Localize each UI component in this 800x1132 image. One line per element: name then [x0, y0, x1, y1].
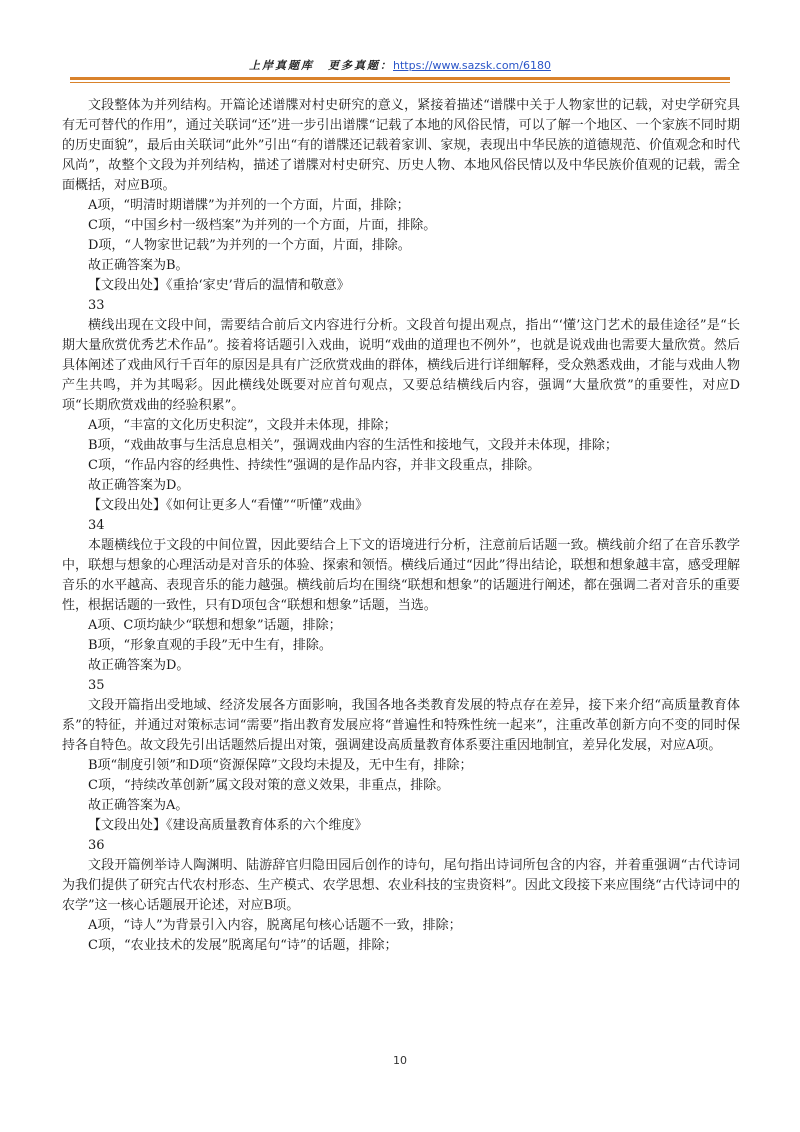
paragraph: A项，“诗人”为背景引入内容，脱离尾句核心话题不一致，排除； — [88, 918, 462, 933]
paragraph: 本题横线位于文段的中间位置，因此要结合上下文的语境进行分析，注意前后话题一致。横线前介绍了在音乐教学中，联想与想象的心理活动是对音乐的体验、探索和领悟。横线后通过“因此”得出结论，联想和想象越丰富，感受理解音乐的水平越高、表现音乐的能力越强。横线前后均在围绕“联想和想象”的话题进行阐述，都在强调二者对音乐的重要性，根据话题的一致性，只有D项包含“联想和想象”话题，当选。 — [62, 538, 740, 613]
paragraph: 横线出现在文段中间，需要结合前后文内容进行分析。文段首句提出观点，指出“‘懂’这门艺术的最佳途径”是“长期大量欣赏优秀艺术作品”。接着将话题引入戏曲，说明“戏曲的道理也不例外”，也就是说戏曲也需要大量欣赏。然后具体阐述了戏曲风行千百年的原因是具有广泛欣赏戏曲的群体，横线后进行详细解释，受众熟悉戏曲，才能与戏曲人物产生共鸣，并为其喝彩。因此横线处既要对应首句观点，又要总结横线后内容，强调“大量欣赏”的重要性，对应D项“长期欣赏戏曲的经验积累”。 — [62, 318, 740, 413]
answer-line: 故正确答案为B。 — [88, 258, 189, 273]
paragraph: C项，“农业技术的发展”脱离尾句“诗”的话题，排除； — [88, 938, 398, 953]
header-more-label: 更多真题： — [328, 59, 394, 72]
paragraph: 文段整体为并列结构。开篇论述谱牒对村史研究的意义，紧接着描述“谱牒中关于人物家世的记载，对史学研究具有无可替代的作用”，通过关联词“还”进一步引出谱牒“记载了本地的风俗民情，可以了解一个地区、一个家族不同时期的历史面貌”，最后由关联词“此外”引出“有的谱牒还记载着家训、家规，表现出中华民族的道德规范、价值观念和时代风尚”，故整个文段为并列结构，描述了谱牒对村史研究、历史人物、本地风俗民情以及中华民族价值观的记载，需全面概括，对应B项。 — [62, 98, 740, 193]
source-line: 【文段出处】《如何让更多人“看懂”“听懂”戏曲》 — [88, 498, 369, 513]
paragraph: C项，“中国乡村一级档案”为并列的一个方面，片面，排除。 — [88, 218, 437, 233]
header-url-link[interactable]: https://www.sazsk.com/6180 — [393, 59, 551, 72]
document-body — [62, 96, 740, 956]
paragraph: B项“制度引领”和D项“资源保障”文段均未提及，无中生有，排除； — [88, 758, 473, 773]
source-line: 【文段出处】《建设高质量教育体系的六个维度》 — [88, 818, 368, 833]
answer-line: 故正确答案为D。 — [88, 658, 190, 673]
question-number: 35 — [88, 678, 105, 693]
question-number: 36 — [88, 838, 105, 853]
header-rule-thick — [70, 77, 730, 80]
page-number: 10 — [393, 1054, 407, 1067]
paragraph: 文段开篇例举诗人陶渊明、陆游辞官归隐田园后创作的诗句，尾句指出诗词所包含的内容，并着重强调“古代诗词为我们提供了研究古代农村形态、生产模式、农学思想、农业科技的宝贵资料”。因此文段接下来应围绕“古代诗词中的农学”这一核心话题展开论述，对应B项。 — [62, 858, 740, 913]
paragraph: 文段开篇指出受地域、经济发展各方面影响，我国各地各类教育发展的特点存在差异，接下来介绍“高质量教育体系”的特征，并通过对策标志词“需要”指出教育发展应将“普遍性和特殊性统一起来”，注重改革创新方向不变的同时保持各自特色。故文段先引出话题然后提出对策，强调建设高质量教育体系要注重因地制宜，差异化发展，对应A项。 — [62, 698, 740, 753]
question-number: 34 — [88, 518, 105, 533]
page-header — [70, 54, 730, 78]
paragraph: B项，“形象直观的手段”无中生有，排除。 — [88, 638, 332, 653]
header-brand: 上岸真题库 — [249, 59, 315, 72]
paragraph: A项、C项均缺少“联想和想象”话题，排除； — [88, 618, 342, 633]
paragraph: C项，“作品内容的经典性、持续性”强调的是作品内容，并非文段重点，排除。 — [88, 458, 541, 473]
paragraph: A项，“明清时期谱牒”为并列的一个方面，片面，排除； — [88, 198, 410, 213]
paragraph: B项，“戏曲故事与生活息息相关”，强调戏曲内容的生活性和接地气，文段并未体现，排除； — [88, 438, 618, 453]
answer-line: 故正确答案为D。 — [88, 478, 190, 493]
paragraph: C项，“持续改革创新”属文段对策的意义效果，非重点，排除。 — [88, 778, 450, 793]
source-line: 【文段出处】《重拾‘家史’背后的温情和敬意》 — [88, 278, 350, 293]
header-rule-thin — [70, 82, 730, 83]
question-number: 33 — [88, 298, 105, 313]
paragraph: A项，“丰富的文化历史积淀”，文段并未体现，排除； — [88, 418, 397, 433]
paragraph: D项，“人物家世记载”为并列的一个方面，片面，排除。 — [88, 238, 411, 253]
answer-line: 故正确答案为A。 — [88, 798, 189, 813]
